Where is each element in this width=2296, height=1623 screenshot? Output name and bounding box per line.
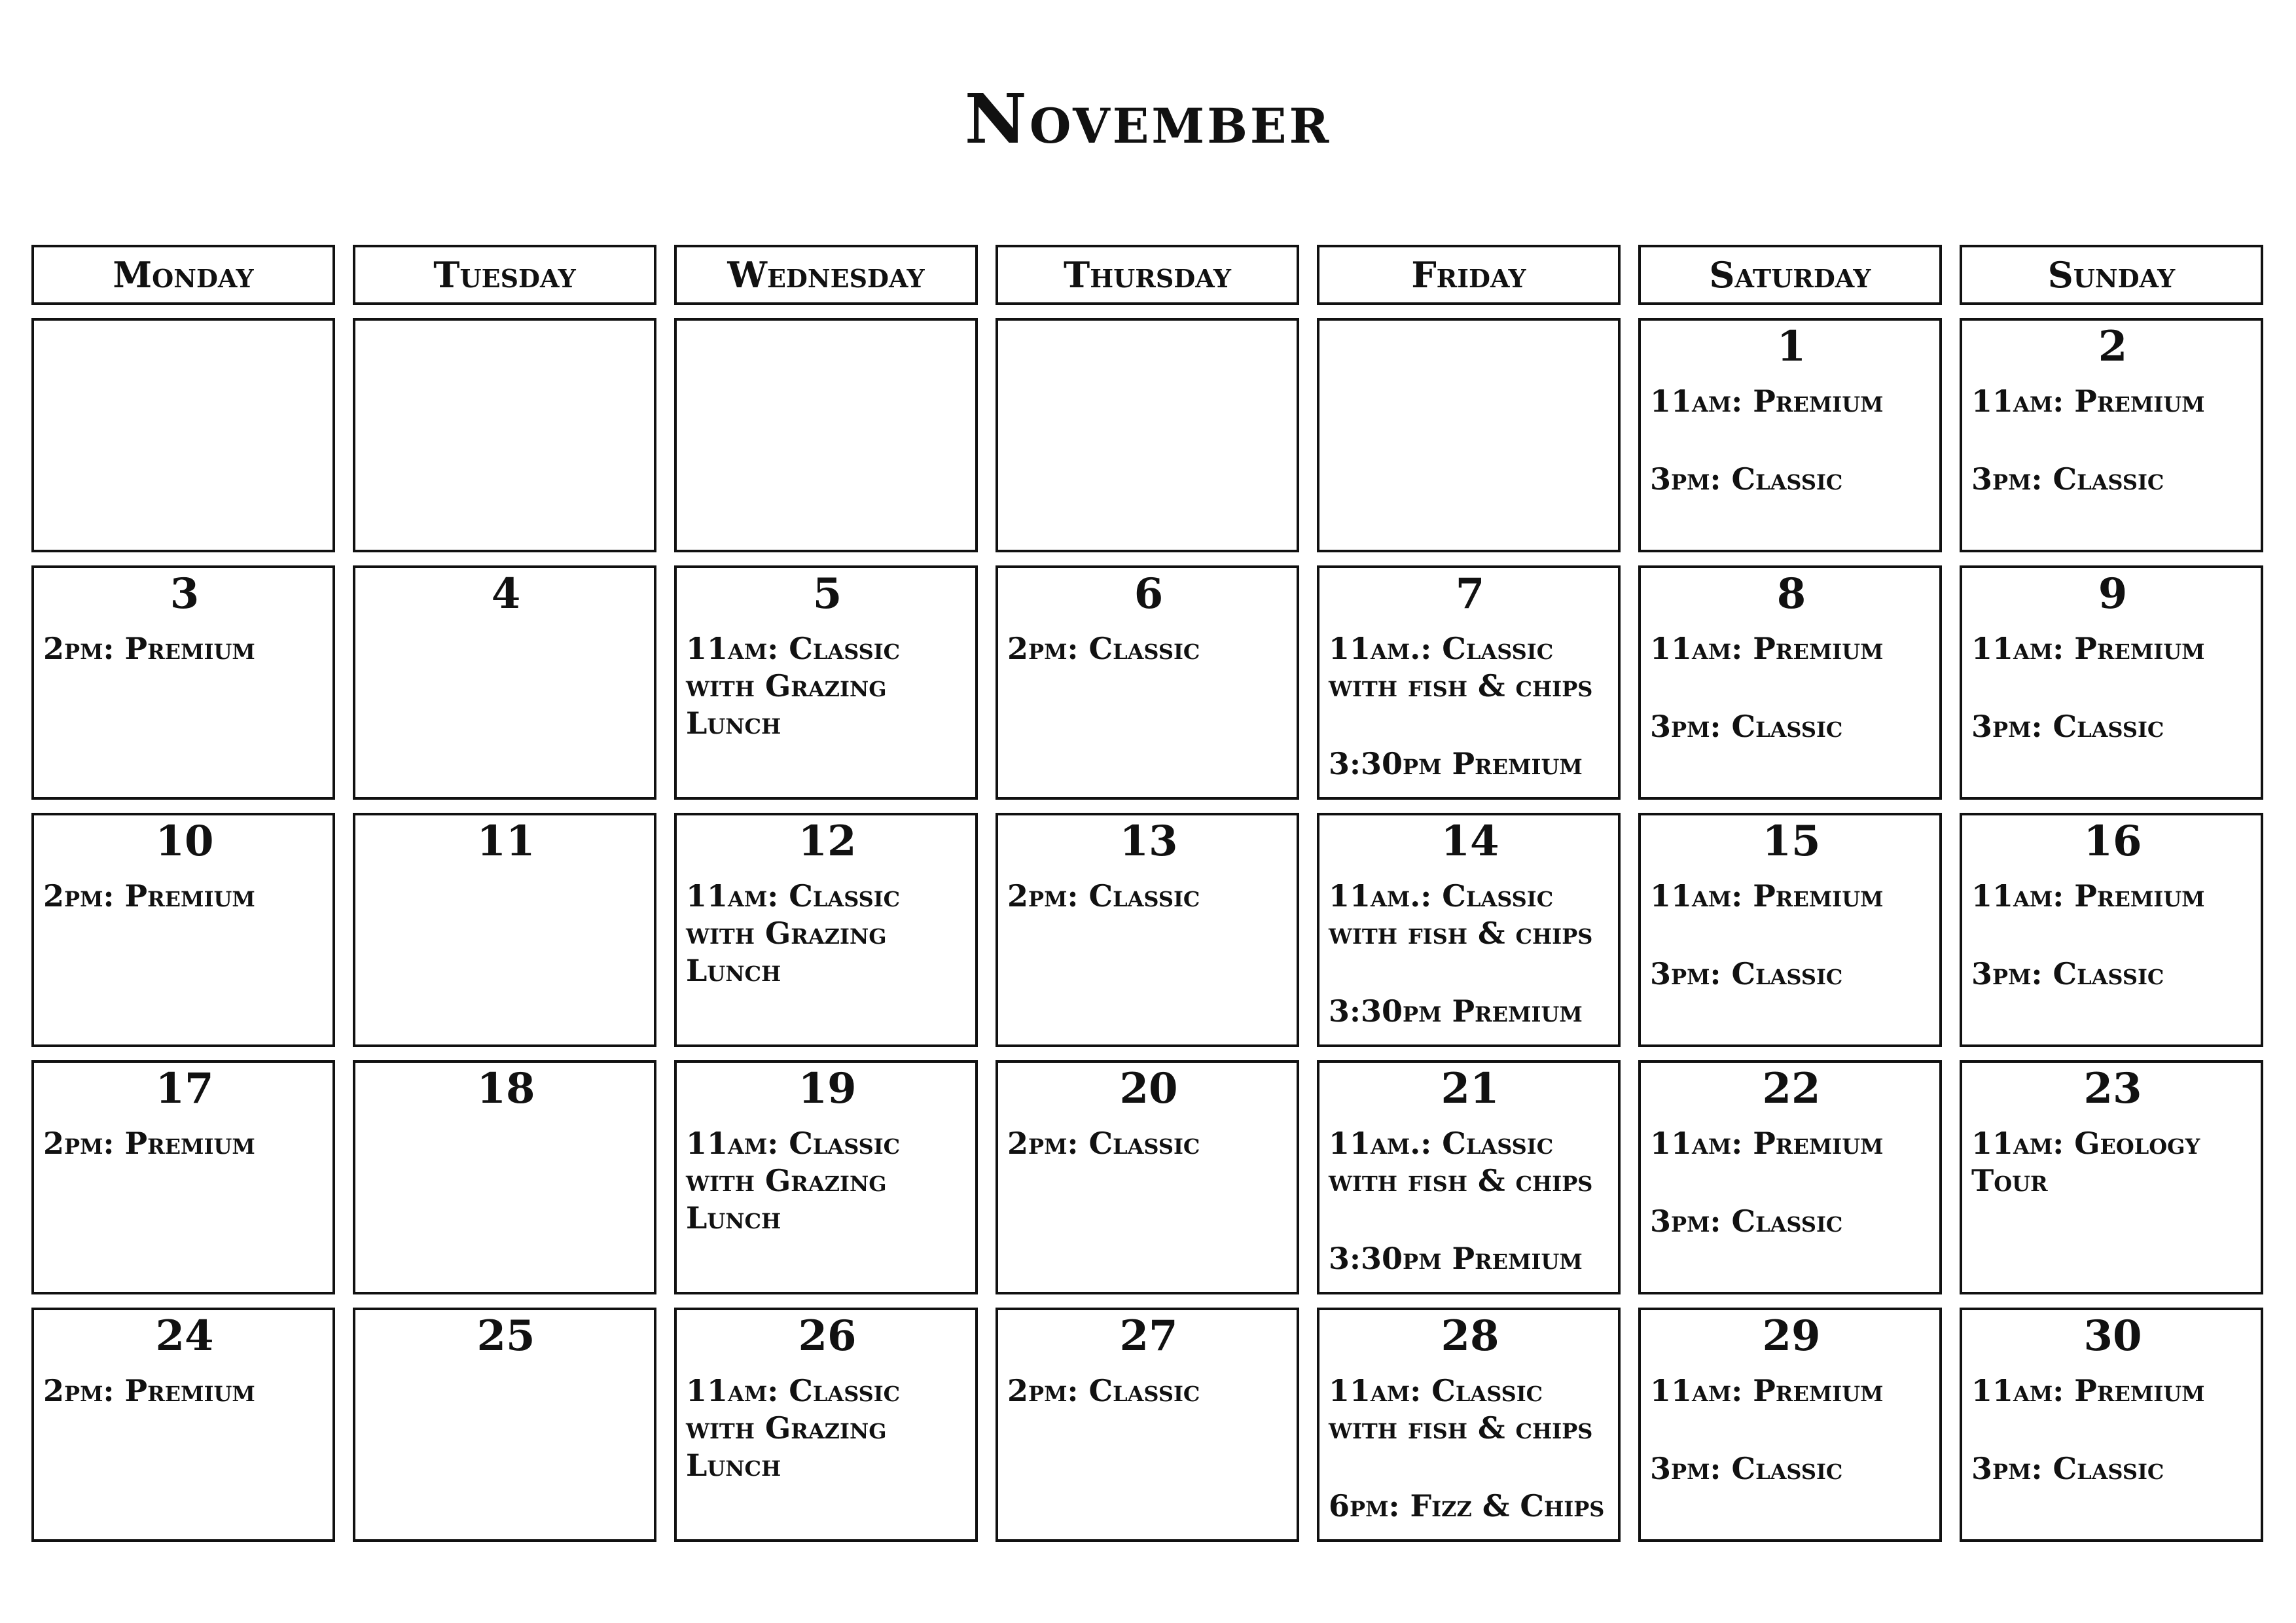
day-cell-19 xyxy=(674,1060,978,1294)
date-number: 13 xyxy=(1119,817,1178,866)
date-number: 20 xyxy=(1119,1064,1178,1113)
event-entry: 3:30pm Premium xyxy=(1329,746,1583,782)
event-entry: 2pm: Classic xyxy=(1007,1126,1200,1162)
event-entry: 2pm: Premium xyxy=(43,878,255,914)
event-entry: 3:30pm Premium xyxy=(1329,993,1583,1029)
day-cell-23 xyxy=(1960,1060,2263,1294)
event-entry: 11am: Classic with Grazing Lunch xyxy=(686,1126,901,1236)
event-entry: 11am: Premium xyxy=(1650,1126,1884,1162)
event-entry: 11am: Premium xyxy=(1971,383,2205,419)
day-cell-14 xyxy=(1317,813,1621,1047)
day-cell-24 xyxy=(31,1308,335,1542)
date-number: 8 xyxy=(1776,569,1806,618)
day-cell-6 xyxy=(996,565,1299,800)
day-cell-22 xyxy=(1638,1060,1942,1294)
day-cell-1 xyxy=(1638,318,1942,552)
date-number: 11 xyxy=(476,817,535,866)
day-cell-3 xyxy=(31,565,335,800)
day-cell-9 xyxy=(1960,565,2263,800)
month-title: November xyxy=(964,79,1332,159)
event-entry: 11am: Premium xyxy=(1971,631,2205,667)
event-entry: 2pm: Premium xyxy=(43,1126,255,1162)
date-number: 30 xyxy=(2083,1311,2142,1361)
date-number: 26 xyxy=(798,1311,857,1361)
date-number: 2 xyxy=(2098,322,2128,371)
day-cell-13 xyxy=(996,813,1299,1047)
date-number: 6 xyxy=(1134,569,1164,618)
event-entry: 3pm: Classic xyxy=(1650,956,1843,992)
empty-day-cell xyxy=(674,318,978,552)
event-entry: 3pm: Classic xyxy=(1650,1204,1843,1240)
date-number: 21 xyxy=(1441,1064,1499,1113)
event-entry: 11am: Premium xyxy=(1971,878,2205,914)
day-cell-8 xyxy=(1638,565,1942,800)
event-entry: 3pm: Classic xyxy=(1971,956,2164,992)
event-entry: 11am: Premium xyxy=(1650,383,1884,419)
event-entry: 3pm: Classic xyxy=(1971,709,2164,745)
event-entry: 11am: Premium xyxy=(1650,878,1884,914)
event-entry: 11am: Classic with fish & chips xyxy=(1329,1373,1593,1446)
weekday-header-friday: Friday xyxy=(1317,245,1621,305)
weekday-header-wednesday: Wednesday xyxy=(674,245,978,305)
date-number: 1 xyxy=(1776,322,1806,371)
event-entry: 3pm: Classic xyxy=(1650,1451,1843,1487)
day-cell-5 xyxy=(674,565,978,800)
day-cell-18 xyxy=(353,1060,656,1294)
day-cell-17 xyxy=(31,1060,335,1294)
weekday-header-saturday: Saturday xyxy=(1638,245,1942,305)
date-number: 12 xyxy=(798,817,857,866)
date-number: 22 xyxy=(1762,1064,1821,1113)
day-cell-7 xyxy=(1317,565,1621,800)
event-entry: 11am.: Classic with fish & chips xyxy=(1329,1126,1593,1199)
day-cell-26 xyxy=(674,1308,978,1542)
date-number: 17 xyxy=(155,1064,214,1113)
date-number: 4 xyxy=(491,569,521,618)
date-number: 14 xyxy=(1441,817,1499,866)
event-entry: 2pm: Premium xyxy=(43,1373,255,1409)
weekday-header-tuesday: Tuesday xyxy=(353,245,656,305)
date-number: 27 xyxy=(1119,1311,1178,1361)
empty-day-cell xyxy=(996,318,1299,552)
event-entry: 11am: Classic with Grazing Lunch xyxy=(686,631,901,741)
day-cell-28 xyxy=(1317,1308,1621,1542)
date-number: 28 xyxy=(1441,1311,1499,1361)
day-cell-25 xyxy=(353,1308,656,1542)
event-entry: 11am: Premium xyxy=(1650,1373,1884,1409)
date-number: 29 xyxy=(1762,1311,1821,1361)
empty-day-cell xyxy=(1317,318,1621,552)
event-entry: 11am: Geology Tour xyxy=(1971,1126,2200,1199)
date-number: 23 xyxy=(2083,1064,2142,1113)
day-cell-4 xyxy=(353,565,656,800)
event-entry: 2pm: Classic xyxy=(1007,631,1200,667)
event-entry: 11am.: Classic with fish & chips xyxy=(1329,878,1593,952)
date-number: 24 xyxy=(155,1311,214,1361)
event-entry: 2pm: Classic xyxy=(1007,1373,1200,1409)
day-cell-27 xyxy=(996,1308,1299,1542)
calendar-grid xyxy=(31,245,2266,1542)
event-entry: 2pm: Classic xyxy=(1007,878,1200,914)
day-cell-30 xyxy=(1960,1308,2263,1542)
date-number: 16 xyxy=(2083,817,2142,866)
weekday-header-monday: Monday xyxy=(31,245,335,305)
date-number: 15 xyxy=(1762,817,1821,866)
day-cell-11 xyxy=(353,813,656,1047)
event-entry: 3pm: Classic xyxy=(1971,1451,2164,1487)
event-entry: 3pm: Classic xyxy=(1650,461,1843,497)
date-number: 10 xyxy=(155,817,214,866)
weekday-header-sunday: Sunday xyxy=(1960,245,2263,305)
date-number: 5 xyxy=(812,569,842,618)
event-entry: 11am.: Classic with fish & chips xyxy=(1329,631,1593,704)
day-cell-16 xyxy=(1960,813,2263,1047)
event-entry: 3:30pm Premium xyxy=(1329,1241,1583,1277)
day-cell-29 xyxy=(1638,1308,1942,1542)
date-number: 19 xyxy=(798,1064,857,1113)
event-entry: 3pm: Classic xyxy=(1971,461,2164,497)
event-entry: 11am: Classic with Grazing Lunch xyxy=(686,878,901,989)
empty-day-cell xyxy=(353,318,656,552)
day-cell-15 xyxy=(1638,813,1942,1047)
empty-day-cell xyxy=(31,318,335,552)
day-cell-2 xyxy=(1960,318,2263,552)
event-entry: 3pm: Classic xyxy=(1650,709,1843,745)
day-cell-20 xyxy=(996,1060,1299,1294)
event-entry: 11am: Premium xyxy=(1971,1373,2205,1409)
event-entry: 11am: Classic with Grazing Lunch xyxy=(686,1373,901,1484)
day-cell-10 xyxy=(31,813,335,1047)
date-number: 18 xyxy=(476,1064,535,1113)
date-number: 3 xyxy=(170,569,200,618)
event-entry: 6pm: Fizz & Chips xyxy=(1329,1488,1605,1524)
date-number: 25 xyxy=(476,1311,535,1361)
date-number: 7 xyxy=(1455,569,1485,618)
event-entry: 2pm: Premium xyxy=(43,631,255,667)
day-cell-21 xyxy=(1317,1060,1621,1294)
day-cell-12 xyxy=(674,813,978,1047)
weekday-header-thursday: Thursday xyxy=(996,245,1299,305)
date-number: 9 xyxy=(2098,569,2128,618)
event-entry: 11am: Premium xyxy=(1650,631,1884,667)
